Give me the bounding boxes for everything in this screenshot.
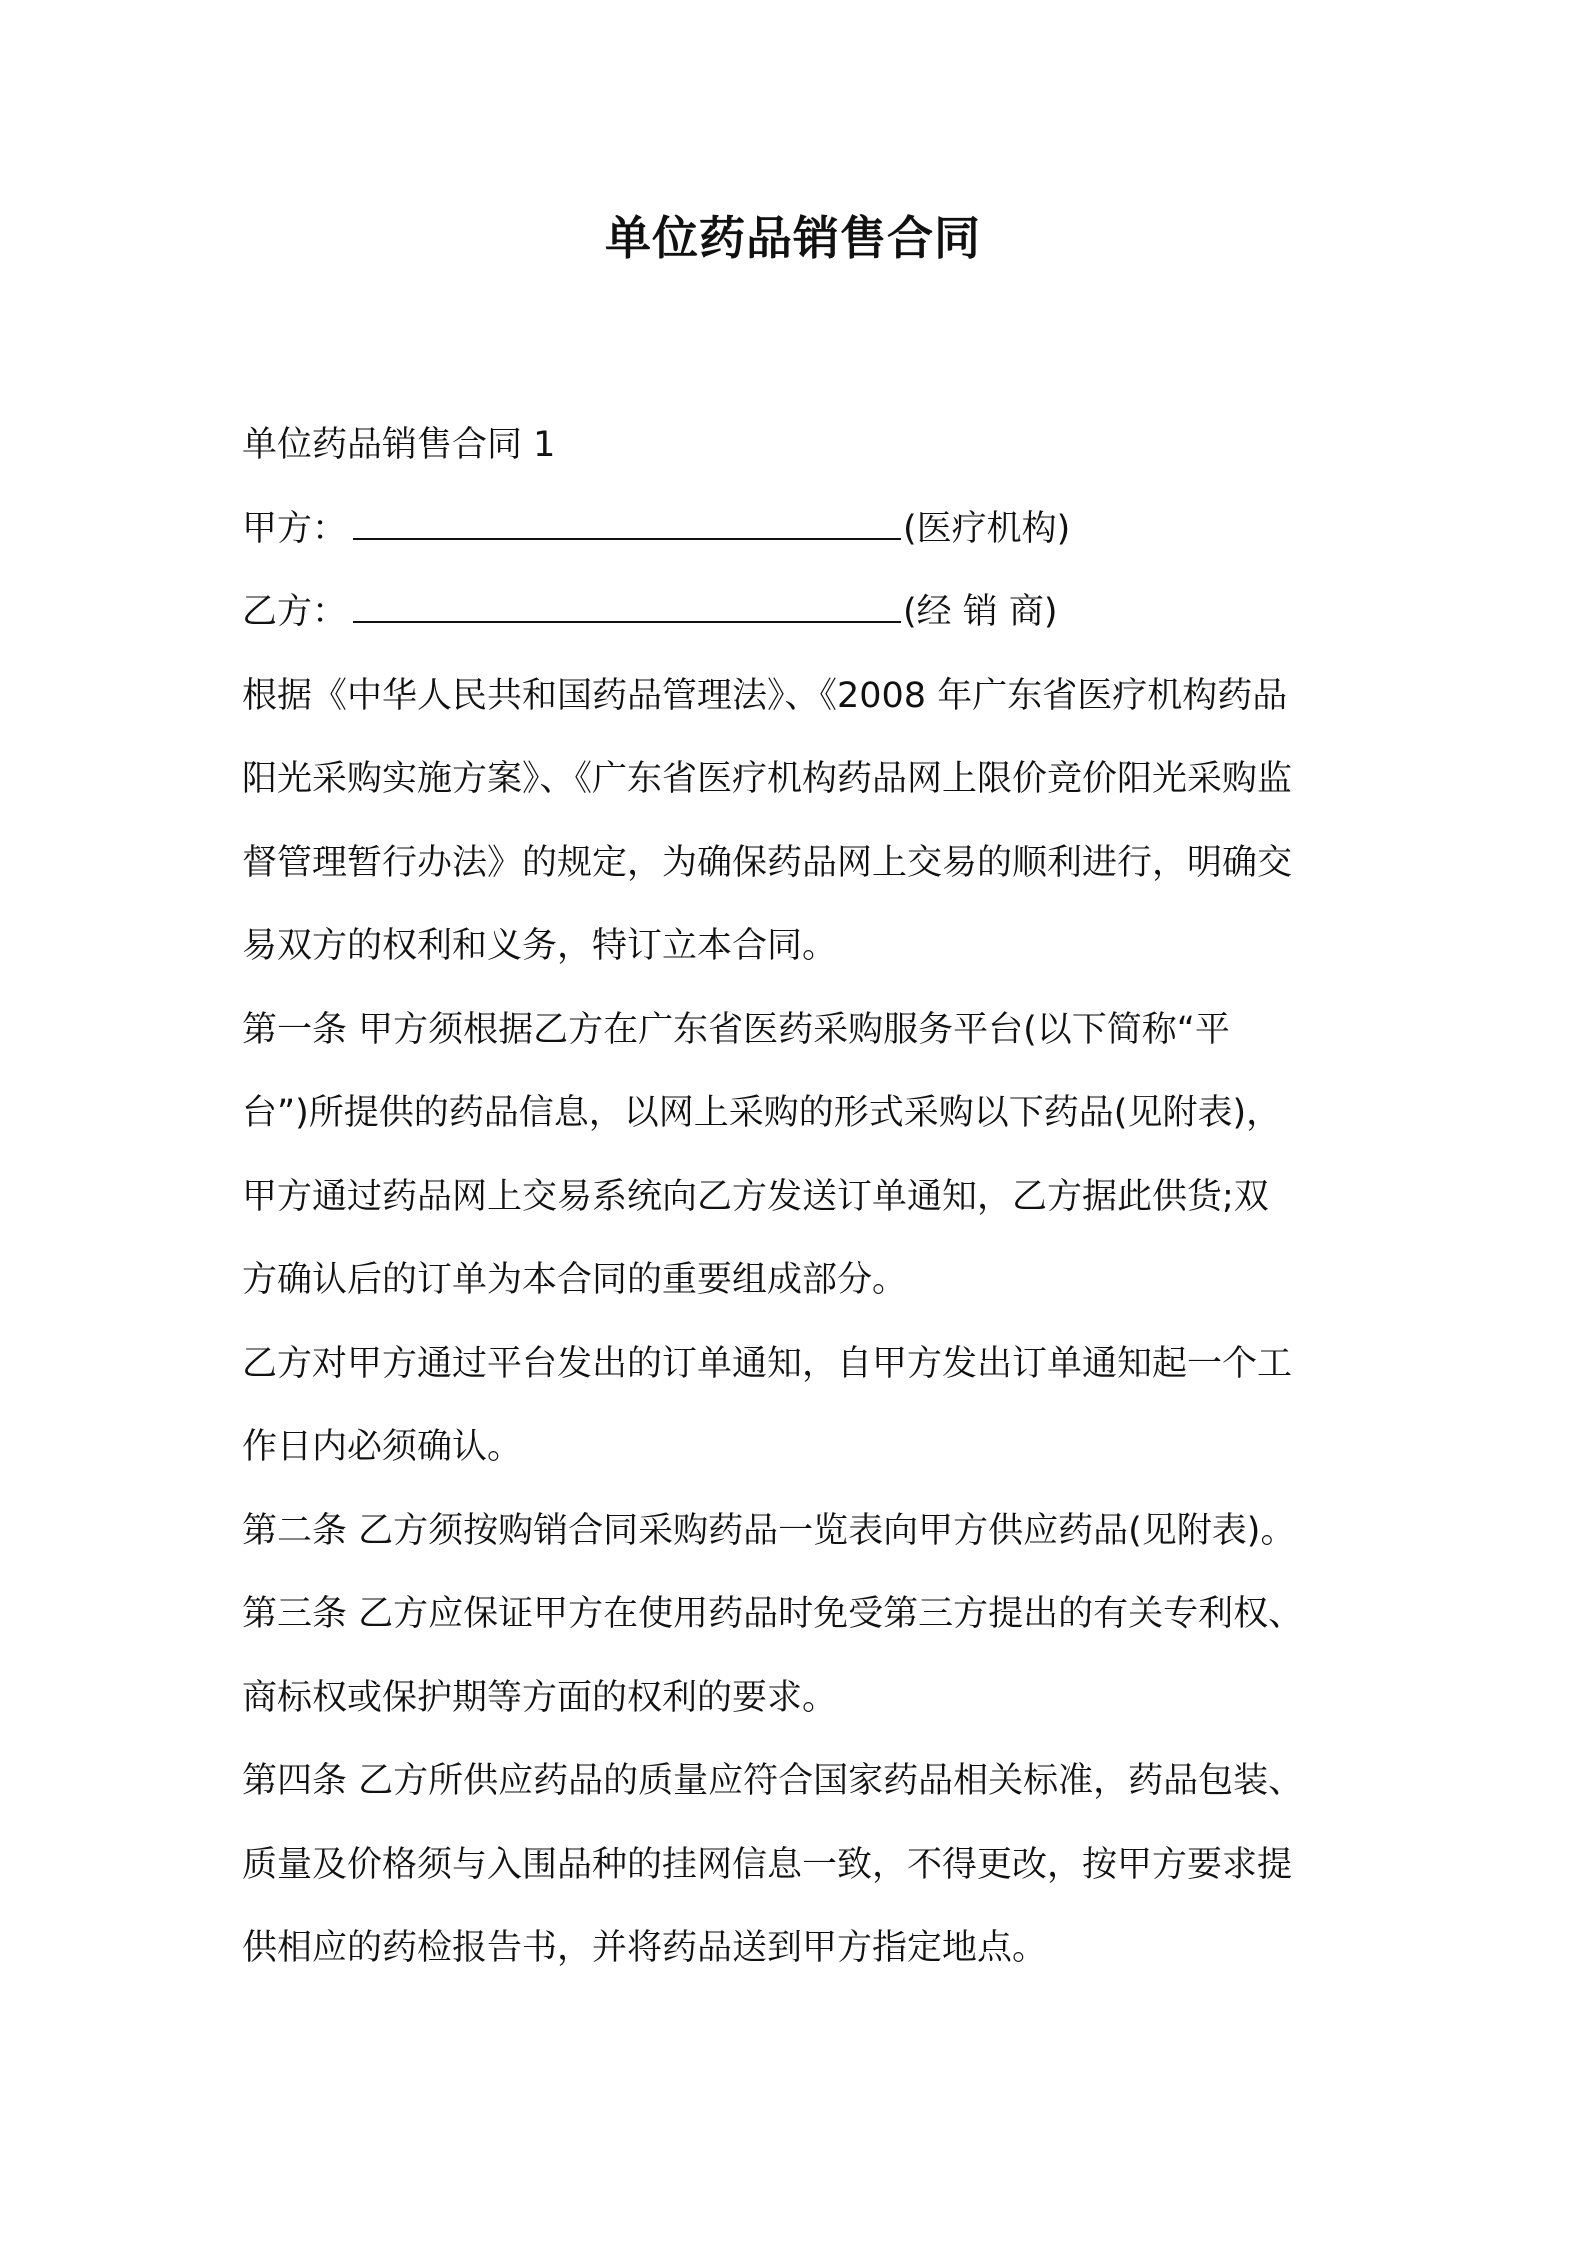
paragraph-line: 阳光采购实施方案》、《广东省医疗机构药品网上限价竞价阳光采购监 <box>242 759 1293 799</box>
document-title: 单位药品销售合同 <box>605 211 981 265</box>
article-1-line: 台”)所提供的药品信息，以网上采购的形式采购以下药品(见附表)， <box>242 1093 1282 1133</box>
paragraph-line: 作日内必须确认。 <box>242 1427 523 1467</box>
paragraph-line: 根据《中华人民共和国药品管理法》、《2008 年广东省医疗机构药品 <box>242 675 1288 716</box>
article-3-line: 商标权或保护期等方面的权利的要求。 <box>242 1677 838 1718</box>
party-a-line <box>242 488 1362 572</box>
article-1-line: 甲方通过药品网上交易系统向乙方发送订单通知，乙方据此供货;双 <box>242 1176 1269 1217</box>
party-a-note: (医疗机构) <box>903 508 1071 549</box>
contract-number-line: 单位药品销售合同 1 <box>242 425 556 465</box>
article-4-line: 供相应的药检报告书，并将药品送到甲方指定地点。 <box>242 1928 1048 1968</box>
article-3-line: 第三条 乙方应保证甲方在使用药品时免受第三方提出的有关专利权、 <box>242 1594 1304 1634</box>
party-a-blank <box>353 512 901 540</box>
party-a-label: 甲方： <box>242 508 348 549</box>
article-4-line: 第四条 乙方所供应药品的质量应符合国家药品相关标准，药品包装、 <box>242 1761 1304 1801</box>
party-b-note: (经 销 商) <box>903 592 1058 632</box>
party-b-line <box>242 571 1362 655</box>
document-body <box>242 404 1362 1991</box>
party-b-label: 乙方： <box>242 592 348 632</box>
paragraph-line: 易双方的权利和义务，特订立本合同。 <box>242 926 838 966</box>
article-4-line: 质量及价格须与入围品种的挂网信息一致，不得更改，按甲方要求提 <box>242 1844 1293 1885</box>
party-b-blank <box>353 595 901 623</box>
article-1-line: 第一条 甲方须根据乙方在广东省医药采购服务平台(以下简称“平 <box>242 1009 1230 1050</box>
paragraph-line: 乙方对甲方通过平台发出的订单通知，自甲方发出订单通知起一个工 <box>242 1343 1293 1384</box>
paragraph-line: 督管理暂行办法》的规定，为确保药品网上交易的顺利进行，明确交 <box>242 842 1293 883</box>
article-2-line: 第二条 乙方须按购销合同采购药品一览表向甲方供应药品(见附表)。 <box>242 1510 1296 1551</box>
article-1-line: 方确认后的订单为本合同的重要组成部分。 <box>242 1260 908 1300</box>
